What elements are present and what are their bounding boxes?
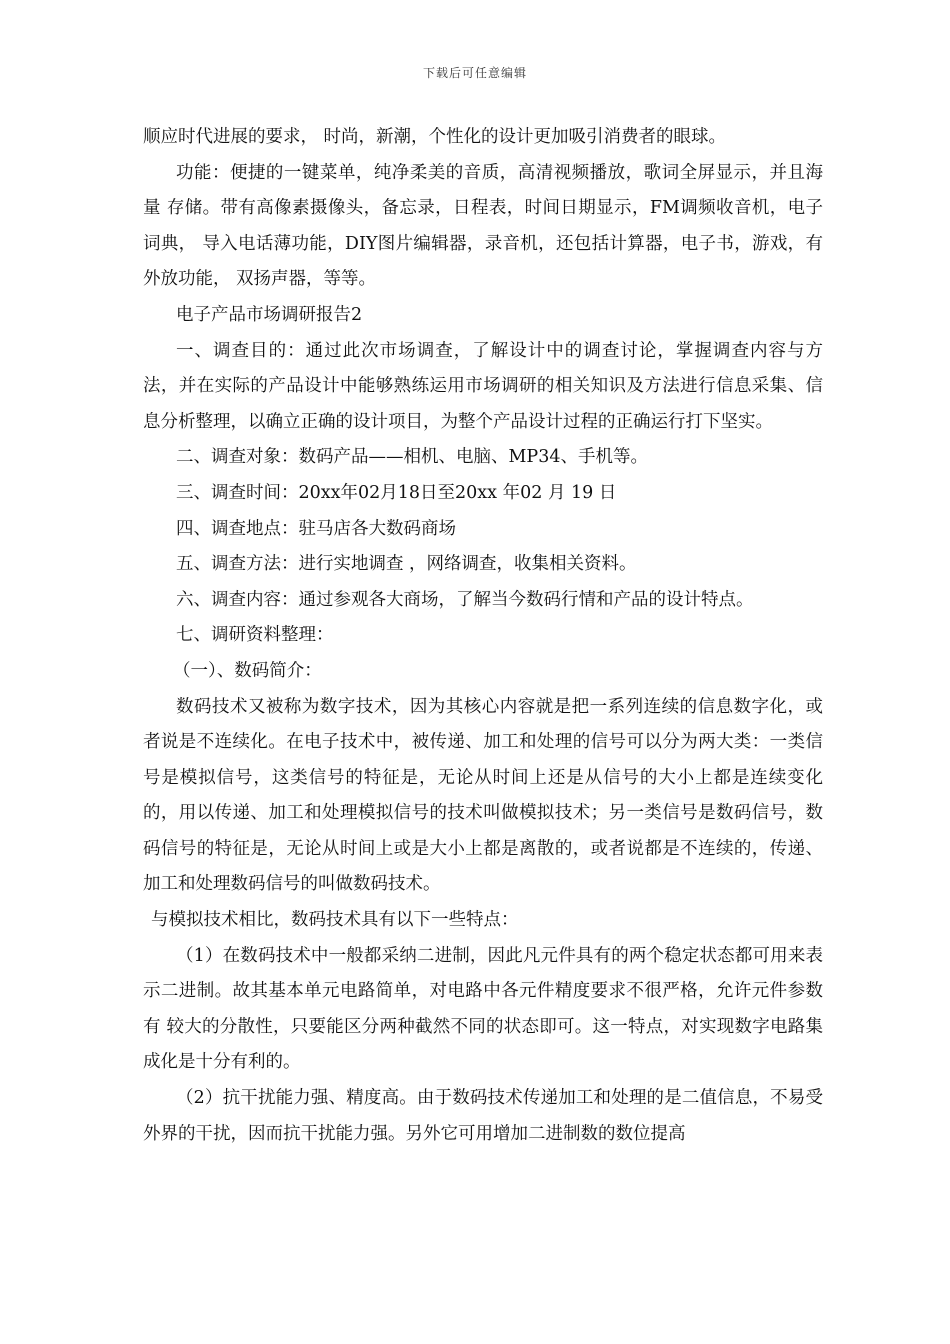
paragraph-comparison-intro: 与模拟技术相比，数码技术具有以下一些特点：: [151, 910, 519, 931]
paragraph-survey-method: 五、调查方法：进行实地调查 ，网络调查，收集相关资料。: [176, 554, 637, 575]
page-header-note: 下载后可任意编辑: [422, 66, 527, 80]
paragraph-digital-technology: 数码技术又被称为数字技术，因为其核心内容就是把一系列连续的信息数字化，或者说是不连续化。在电子技术中，被传递、加工和处理的信号可以分为两大类：一类信号是模拟信号，这类信号的特征是，无论从时间上还是从信号的大小上都是连续变化的，用以传递、加工和处理模拟信号的技术叫做模拟技术；另一类信号是数码信号，数码信号的特征是，无论从时间上或是大小上都是离散的，或者说都是不连续的，传递、加工和处理数码信号的叫做数码技术。: [143, 696, 823, 895]
paragraph-features: 功能：便捷的一键菜单，纯净柔美的音质，高清视频播放，歌词全屏显示，并且海量 存储。带有高像素摄像头，备忘录，日程表，时间日期显示，FM调频收音机，电子词典， 导入电话薄功能，DIY图片编辑器，录音机，还包括计算器，电子书，游戏，有外放功能， 双扬声器，等等。: [143, 162, 823, 290]
paragraph-point-1: （1）在数码技术中一般都采纳二进制，因此凡元件具有的两个稳定状态都可用来表示二进制。故其基本单元电路简单，对电路中各元件精度要求不很严格，允许元件参数有 较大的分散性，只要能区分两种截然不同的状态即可。这一特点，对实现数字电路集成化是十分有利的。: [143, 945, 823, 1073]
paragraph-digital-intro-heading: （一）、数码简介：: [173, 660, 322, 681]
paragraph-data-organization: 七、调研资料整理：: [176, 625, 334, 646]
paragraph-survey-content: 六、调查内容：通过参观各大商场，了解当今数码行情和产品的设计特点。: [176, 589, 754, 610]
paragraph-point-2: （2）抗干扰能力强、精度高。由于数码技术传递加工和处理的是二值信息，不易受外界的干扰，因而抗干扰能力强。另外它可用增加二进制数的数位提高: [143, 1088, 823, 1144]
section-title-report-2: 电子产品市场调研报告2: [176, 304, 363, 325]
document-body: [143, 120, 823, 1152]
paragraph-design-trend: 顺应时代进展的要求， 时尚，新潮，个性化的设计更加吸引消费者的眼球。: [143, 127, 727, 147]
paragraph-survey-location: 四、调查地点：驻马店各大数码商场: [176, 518, 456, 539]
paragraph-survey-object: 二、调查对象：数码产品——相机、电脑、MP34、手机等。: [176, 447, 648, 468]
paragraph-survey-time: 三、调查时间：20xx年02月18日至20xx 年02 月 19 日: [176, 482, 617, 503]
paragraph-survey-purpose: 一、调查目的：通过此次市场调查，了解设计中的调查讨论，掌握调查内容与方法，并在实际的产品设计中能够熟练运用市场调研的相关知识及方法进行信息采集、信息分析整理，以确立正确的设计项目，为整个产品设计过程的正确运行打下坚实。: [143, 340, 823, 432]
